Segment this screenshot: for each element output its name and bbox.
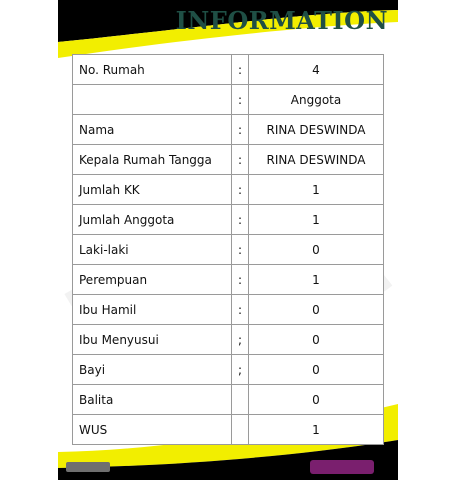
row-label: Ibu Hamil xyxy=(73,295,232,325)
row-separator xyxy=(232,385,249,415)
page-title: INFORMATION xyxy=(175,6,388,35)
row-separator: : xyxy=(232,145,249,175)
row-value: 1 xyxy=(249,175,384,205)
table-row xyxy=(73,205,384,235)
table-row xyxy=(73,325,384,355)
row-label: Perempuan xyxy=(73,265,232,295)
table-row xyxy=(73,175,384,205)
table-row xyxy=(73,295,384,325)
row-label: Balita xyxy=(73,385,232,415)
row-value: 0 xyxy=(249,385,384,415)
table-row xyxy=(73,385,384,415)
row-separator xyxy=(232,415,249,445)
row-label xyxy=(73,85,232,115)
row-value: 0 xyxy=(249,325,384,355)
row-label: No. Rumah xyxy=(73,55,232,85)
row-separator: : xyxy=(232,295,249,325)
row-separator: : xyxy=(232,265,249,295)
row-value: 0 xyxy=(249,235,384,265)
info-table xyxy=(72,54,384,445)
footer-button[interactable] xyxy=(310,460,374,474)
table-row xyxy=(73,115,384,145)
row-label: Laki-laki xyxy=(73,235,232,265)
table-row xyxy=(73,355,384,385)
row-label: Jumlah Anggota xyxy=(73,205,232,235)
row-label: WUS xyxy=(73,415,232,445)
row-label: Bayi xyxy=(73,355,232,385)
row-value: 1 xyxy=(249,265,384,295)
table-row xyxy=(73,55,384,85)
row-value: 0 xyxy=(249,295,384,325)
row-separator: : xyxy=(232,55,249,85)
row-separator: ; xyxy=(232,325,249,355)
row-separator: : xyxy=(232,85,249,115)
table-row xyxy=(73,145,384,175)
row-separator: : xyxy=(232,175,249,205)
info-panel xyxy=(58,0,398,480)
row-value: RINA DESWINDA xyxy=(249,115,384,145)
row-value: 1 xyxy=(249,205,384,235)
row-label: Kepala Rumah Tangga xyxy=(73,145,232,175)
row-separator: ; xyxy=(232,355,249,385)
footer-logo xyxy=(66,462,110,472)
row-separator: : xyxy=(232,115,249,145)
row-separator: : xyxy=(232,235,249,265)
table-row xyxy=(73,235,384,265)
table-row xyxy=(73,415,384,445)
row-label: Jumlah KK xyxy=(73,175,232,205)
row-label: Nama xyxy=(73,115,232,145)
row-value: Anggota xyxy=(249,85,384,115)
row-value: 0 xyxy=(249,355,384,385)
row-label: Ibu Menyusui xyxy=(73,325,232,355)
table-row xyxy=(73,85,384,115)
row-value: 4 xyxy=(249,55,384,85)
row-value: RINA DESWINDA xyxy=(249,145,384,175)
table-row xyxy=(73,265,384,295)
row-separator: : xyxy=(232,205,249,235)
row-value: 1 xyxy=(249,415,384,445)
